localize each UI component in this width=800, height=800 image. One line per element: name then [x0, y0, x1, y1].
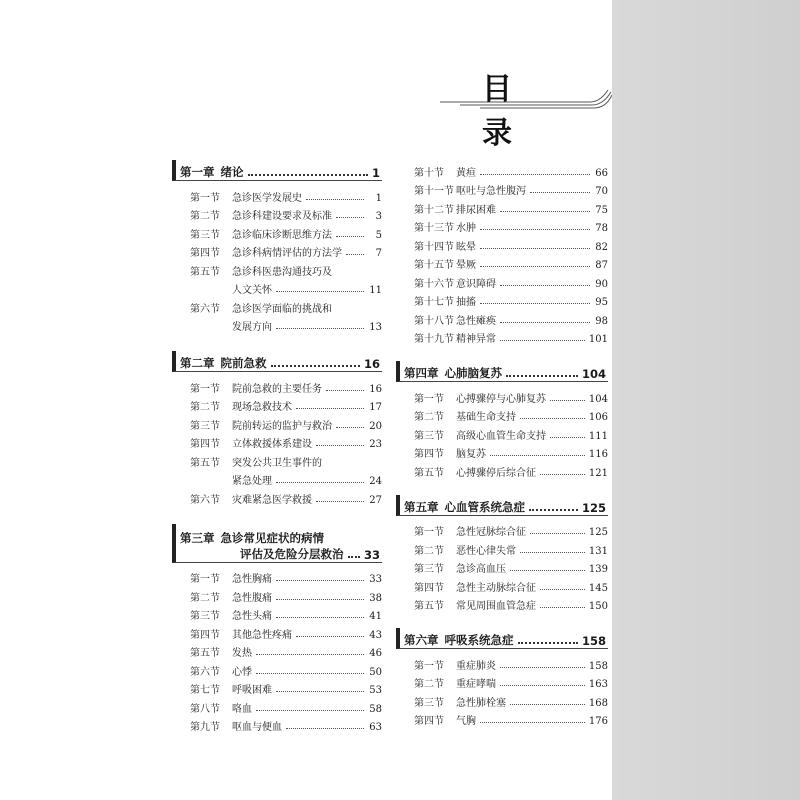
section-entry — [172, 622, 382, 641]
section-title: 院前急救的主要任务 — [232, 383, 322, 395]
section-entry — [172, 395, 382, 414]
section-entry — [396, 271, 608, 290]
dot-leader — [480, 174, 590, 175]
dot-leader — [276, 599, 364, 600]
section-number: 第二节 — [414, 545, 444, 557]
dot-leader — [316, 501, 364, 502]
section-page-number: 27 — [369, 494, 382, 506]
section-title: 心悸 — [232, 666, 252, 678]
section-page-number: 125 — [588, 527, 608, 538]
section-page-number: 33 — [369, 574, 382, 585]
section-title: 急性腹痛 — [232, 592, 272, 604]
side-decorative-band — [612, 0, 800, 800]
section-title: 急性肺栓塞 — [456, 697, 506, 709]
section-title: 突发公共卫生事件的 — [232, 457, 322, 469]
section-entry — [396, 179, 608, 198]
section-title: 排尿困难 — [456, 204, 496, 216]
section-title: 心搏骤停与心肺复苏 — [456, 393, 546, 405]
section-page-number: 106 — [588, 412, 608, 423]
section-number: 第四节 — [414, 582, 444, 594]
chapter-page-number: 125 — [581, 500, 606, 515]
section-entry — [172, 487, 382, 506]
section-title: 现场急救技术 — [232, 402, 292, 413]
section-number: 第六节 — [190, 303, 220, 315]
dot-leader — [510, 704, 585, 705]
section-number: 第十五节 — [414, 260, 454, 271]
section-page-number: 116 — [588, 449, 608, 460]
section-page-number: 82 — [595, 241, 608, 253]
section-number: 第二节 — [414, 679, 444, 690]
dot-leader — [540, 474, 585, 475]
section-title: 呕吐与急性腹泻 — [456, 186, 526, 197]
dot-leader — [500, 285, 590, 286]
section-entry-continued — [172, 278, 382, 297]
section-title: 咯血 — [232, 703, 252, 715]
dot-leader — [296, 636, 364, 637]
section-entry — [396, 423, 608, 442]
section-number: 第四节 — [190, 439, 220, 450]
chapter-heading-line1 — [180, 530, 324, 546]
section-page-number: 11 — [369, 285, 382, 296]
chapter-title-continued: 评估及危险分层救治 — [240, 546, 344, 561]
dot-leader — [336, 217, 364, 218]
dot-leader — [506, 375, 578, 377]
section-number: 第二节 — [190, 211, 220, 222]
section-title-continued: 紧急处理 — [232, 476, 272, 487]
section-page-number: 43 — [369, 629, 382, 641]
section-title: 发热 — [232, 648, 252, 659]
chapter-number: 第一章 — [180, 165, 215, 179]
section-title: 眩晕 — [456, 241, 476, 253]
chapter-page-number: 33 — [363, 547, 380, 562]
dot-leader — [271, 365, 360, 367]
section-page-number: 121 — [588, 467, 608, 479]
chapter-gap — [396, 612, 608, 628]
section-page-number: 101 — [588, 334, 608, 345]
section-page-number: 13 — [369, 322, 382, 333]
dot-leader — [256, 654, 364, 655]
section-number: 第五节 — [414, 467, 444, 479]
section-title: 急性头痛 — [232, 611, 272, 622]
section-entry — [396, 327, 608, 346]
section-page-number: 16 — [369, 383, 382, 395]
section-entry — [396, 160, 608, 179]
section-entry — [172, 296, 382, 315]
dot-leader — [510, 570, 585, 571]
section-number: 第十节 — [414, 167, 444, 179]
page-title: 目 录 — [482, 72, 542, 151]
section-number: 第十七节 — [414, 297, 454, 308]
section-number: 第三节 — [414, 430, 444, 442]
section-entry — [172, 222, 382, 241]
section-number: 第一节 — [414, 660, 444, 672]
section-title: 常见周围血管急症 — [456, 601, 536, 612]
dot-leader — [336, 427, 364, 428]
section-title: 急诊科医患沟通技巧及 — [232, 266, 332, 278]
section-title: 急诊临床诊断思维方法 — [232, 229, 332, 241]
dot-leader — [326, 390, 364, 391]
section-page-number: 168 — [588, 697, 608, 709]
dot-leader — [286, 728, 364, 729]
dot-leader — [490, 455, 585, 456]
section-entry — [396, 575, 608, 594]
dot-leader — [306, 199, 364, 200]
section-page-number: 70 — [595, 186, 608, 197]
section-title: 恶性心律失常 — [456, 545, 516, 557]
section-entry — [396, 197, 608, 216]
section-title: 晕厥 — [456, 260, 476, 271]
dot-leader — [276, 291, 364, 292]
section-entry — [172, 696, 382, 715]
section-page-number: 111 — [588, 430, 608, 442]
chapter-page-number: 158 — [581, 634, 606, 648]
section-number: 第二节 — [190, 402, 220, 413]
section-title: 高级心血管生命支持 — [456, 430, 546, 442]
dot-leader — [520, 552, 585, 553]
chapter-title: 心血管系统急症 — [444, 499, 525, 514]
section-number: 第十四节 — [414, 241, 454, 253]
chapter-number: 第三章 — [180, 530, 215, 545]
section-number: 第三节 — [414, 697, 444, 709]
dot-leader — [500, 322, 590, 323]
dot-leader — [550, 400, 585, 401]
chapter-number: 第二章 — [180, 356, 215, 370]
section-number: 第三节 — [414, 564, 444, 575]
section-page-number: 75 — [595, 204, 608, 216]
section-entry — [396, 690, 608, 709]
section-title: 水肿 — [456, 223, 476, 234]
section-number: 第十八节 — [414, 315, 454, 327]
section-page-number: 20 — [369, 420, 382, 432]
section-page-number: 58 — [369, 703, 382, 715]
section-entry — [396, 234, 608, 253]
section-title: 意识障碍 — [456, 278, 496, 290]
section-number: 第六节 — [190, 494, 220, 506]
section-number: 第十二节 — [414, 204, 454, 216]
dot-leader — [316, 445, 364, 446]
section-entry — [396, 538, 608, 557]
section-number: 第七节 — [190, 685, 220, 696]
section-entry — [396, 557, 608, 576]
chapter-title: 急诊常见症状的病情 — [220, 530, 324, 545]
section-entry — [396, 460, 608, 479]
section-number: 第十一节 — [414, 186, 454, 197]
section-entry — [172, 641, 382, 660]
chapter-gap — [172, 506, 382, 524]
section-page-number: 24 — [369, 476, 382, 487]
dot-leader — [256, 710, 364, 711]
chapter-heading — [396, 495, 608, 516]
section-entry — [396, 386, 608, 405]
section-page-number: 95 — [595, 297, 608, 308]
section-entry — [172, 659, 382, 678]
section-page-number: 90 — [595, 278, 608, 290]
section-entry — [172, 376, 382, 395]
dot-leader — [520, 418, 585, 419]
section-number: 第四节 — [414, 716, 444, 727]
dot-leader — [529, 509, 578, 511]
section-number: 第四节 — [190, 248, 220, 259]
section-title: 灾难紧急医学救援 — [232, 494, 312, 506]
chapter-number: 第四章 — [404, 366, 439, 380]
dot-leader — [540, 607, 585, 608]
dot-leader — [540, 589, 585, 590]
section-entry — [172, 715, 382, 734]
dot-leader — [276, 691, 364, 692]
section-title: 基础生命支持 — [456, 412, 516, 423]
section-entry — [172, 204, 382, 223]
section-title-continued: 人文关怀 — [232, 285, 272, 296]
section-title: 急性胸痛 — [232, 574, 272, 585]
dot-leader — [480, 303, 590, 304]
section-number: 第二节 — [414, 412, 444, 423]
section-entry — [172, 432, 382, 451]
section-number: 第五节 — [190, 266, 220, 278]
dot-leader — [500, 211, 590, 212]
section-title: 急诊科建设要求及标准 — [232, 211, 332, 222]
dot-leader — [276, 328, 364, 329]
dot-leader — [276, 617, 364, 618]
section-number: 第十九节 — [414, 334, 454, 345]
dot-leader — [480, 266, 590, 267]
section-title: 急诊医学面临的挑战和 — [232, 303, 332, 315]
section-page-number: 5 — [375, 229, 382, 241]
chapter-page-number: 16 — [363, 357, 380, 371]
chapter-heading — [396, 361, 608, 382]
dot-leader — [500, 667, 585, 668]
section-entry — [172, 450, 382, 469]
section-entry — [172, 259, 382, 278]
section-number: 第三节 — [190, 611, 220, 622]
dot-leader — [480, 722, 585, 723]
chapter-heading — [172, 160, 382, 181]
section-title: 呕血与便血 — [232, 722, 282, 733]
section-number: 第一节 — [190, 574, 220, 585]
section-page-number: 98 — [595, 315, 608, 327]
dot-leader — [500, 340, 585, 341]
section-entry-continued — [172, 315, 382, 334]
chapter-page-number: 104 — [581, 367, 606, 381]
section-entry — [396, 594, 608, 613]
section-entry — [172, 585, 382, 604]
chapter-heading — [172, 351, 382, 372]
section-number: 第八节 — [190, 703, 220, 715]
section-page-number: 150 — [588, 601, 608, 612]
section-page-number: 139 — [588, 564, 608, 575]
toc-right-column — [396, 160, 608, 727]
section-number: 第三节 — [190, 420, 220, 432]
section-page-number: 131 — [588, 545, 608, 557]
section-title: 重症哮喘 — [456, 679, 496, 690]
dot-leader — [530, 533, 585, 534]
section-page-number: 63 — [369, 722, 382, 733]
section-number: 第五节 — [414, 601, 444, 612]
section-title: 抽搐 — [456, 297, 476, 308]
section-entry — [396, 308, 608, 327]
section-entry — [396, 520, 608, 539]
section-entry — [396, 253, 608, 272]
section-title: 其他急性疼痛 — [232, 629, 292, 641]
section-title: 急诊高血压 — [456, 564, 506, 575]
section-entry — [396, 442, 608, 461]
section-entry — [396, 709, 608, 728]
section-number: 第三节 — [190, 229, 220, 241]
dot-leader — [530, 192, 590, 193]
dot-leader — [276, 482, 364, 483]
chapter-gap — [172, 333, 382, 351]
section-title-continued: 发展方向 — [232, 322, 272, 333]
section-entry — [172, 567, 382, 586]
section-page-number: 1 — [375, 192, 382, 204]
section-title: 院前转运的监护与救治 — [232, 420, 332, 432]
chapter-title: 呼吸系统急症 — [444, 633, 514, 647]
section-title: 立体救援体系建设 — [232, 439, 312, 450]
section-number: 第六节 — [190, 666, 220, 678]
section-title: 急诊科病情评估的方法学 — [232, 248, 342, 259]
section-page-number: 158 — [588, 660, 608, 672]
section-entry — [172, 678, 382, 697]
dot-leader — [256, 673, 364, 674]
section-page-number: 163 — [588, 679, 608, 690]
section-page-number: 46 — [369, 648, 382, 659]
section-page-number: 145 — [588, 582, 608, 594]
chapter-heading-line2 — [180, 546, 382, 562]
section-number: 第五节 — [190, 457, 220, 469]
section-page-number: 87 — [595, 260, 608, 271]
dot-leader — [480, 248, 590, 249]
section-entry — [396, 290, 608, 309]
toc-left-column — [172, 160, 382, 733]
chapter-number: 第五章 — [404, 499, 439, 514]
section-page-number: 23 — [369, 439, 382, 450]
section-number: 第一节 — [190, 383, 220, 395]
chapter-page-number: 1 — [371, 166, 380, 180]
section-entry — [172, 413, 382, 432]
section-number: 第二节 — [190, 592, 220, 604]
dot-leader — [336, 236, 364, 237]
section-entry — [396, 672, 608, 691]
section-number: 第九节 — [190, 722, 220, 733]
dot-leader — [348, 556, 360, 558]
dot-leader — [550, 437, 585, 438]
section-title: 急性瘫痪 — [456, 315, 496, 327]
section-page-number: 3 — [375, 211, 382, 222]
section-page-number: 38 — [369, 592, 382, 604]
section-title: 脑复苏 — [456, 449, 486, 460]
section-number: 第十三节 — [414, 223, 454, 234]
section-number: 第一节 — [414, 527, 444, 538]
dot-leader — [346, 254, 364, 255]
section-page-number: 104 — [588, 393, 608, 405]
section-entry — [396, 216, 608, 235]
section-number: 第十六节 — [414, 278, 454, 290]
chapter-title: 心肺脑复苏 — [444, 366, 502, 380]
section-page-number: 17 — [369, 402, 382, 413]
section-number: 第四节 — [190, 629, 220, 641]
section-number: 第一节 — [190, 192, 220, 204]
section-title: 气胸 — [456, 716, 476, 727]
section-page-number: 78 — [595, 223, 608, 234]
section-entry — [172, 241, 382, 260]
chapter-gap — [396, 479, 608, 495]
section-title: 急诊医学发展史 — [232, 192, 302, 204]
section-entry — [172, 185, 382, 204]
section-page-number: 66 — [595, 167, 608, 179]
dot-leader — [296, 408, 364, 409]
section-number: 第一节 — [414, 393, 444, 405]
section-entry — [396, 653, 608, 672]
dot-leader — [500, 685, 585, 686]
dot-leader — [276, 580, 364, 581]
section-title: 黄疸 — [456, 167, 476, 179]
section-number: 第四节 — [414, 449, 444, 460]
section-title: 急性主动脉综合征 — [456, 582, 536, 594]
section-page-number: 50 — [369, 666, 382, 678]
chapter-number: 第六章 — [404, 633, 439, 647]
chapter-heading — [172, 524, 382, 563]
section-title: 精神异常 — [456, 334, 496, 345]
section-entry — [172, 604, 382, 623]
dot-leader — [248, 174, 368, 176]
dot-leader — [518, 642, 578, 644]
section-page-number: 7 — [375, 248, 382, 259]
section-title: 呼吸困难 — [232, 685, 272, 696]
section-title: 重症肺炎 — [456, 660, 496, 672]
section-title: 急性冠脉综合征 — [456, 527, 526, 538]
chapter-title: 绪论 — [220, 165, 244, 179]
chapter-heading — [396, 628, 608, 649]
section-entry — [396, 405, 608, 424]
section-number: 第五节 — [190, 648, 220, 659]
section-title: 心搏骤停后综合征 — [456, 467, 536, 479]
chapter-gap — [396, 345, 608, 361]
section-page-number: 53 — [369, 685, 382, 696]
section-page-number: 176 — [588, 716, 608, 727]
section-entry-continued — [172, 469, 382, 488]
chapter-title: 院前急救 — [220, 356, 267, 370]
section-page-number: 41 — [369, 611, 382, 622]
dot-leader — [480, 229, 590, 230]
